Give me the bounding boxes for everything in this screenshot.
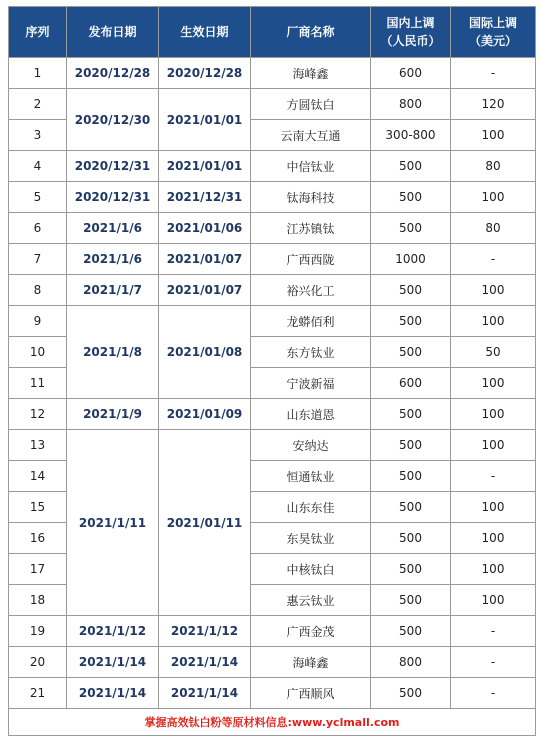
table-row	[9, 244, 536, 275]
cell-manufacturer: 龙蟒佰利	[251, 306, 371, 337]
cell-domestic-increase: 500	[371, 678, 451, 709]
table-body	[9, 58, 536, 709]
cell-seq: 9	[9, 306, 67, 337]
cell-seq: 19	[9, 616, 67, 647]
table-row	[9, 430, 536, 461]
cell-seq: 17	[9, 554, 67, 585]
table-row	[9, 306, 536, 337]
cell-domestic-increase: 800	[371, 647, 451, 678]
cell-manufacturer: 东昊钛业	[251, 523, 371, 554]
header-domestic-line1: 国内上调	[386, 16, 435, 30]
cell-publish-date: 2021/1/14	[67, 678, 159, 709]
cell-domestic-increase: 500	[371, 430, 451, 461]
cell-seq: 15	[9, 492, 67, 523]
cell-seq: 12	[9, 399, 67, 430]
cell-international-increase: -	[451, 58, 536, 89]
cell-manufacturer: 广西金茂	[251, 616, 371, 647]
cell-publish-date: 2020/12/31	[67, 151, 159, 182]
cell-seq: 3	[9, 120, 67, 151]
cell-seq: 10	[9, 337, 67, 368]
cell-effective-date: 2021/01/09	[159, 399, 251, 430]
cell-effective-date: 2020/12/28	[159, 58, 251, 89]
cell-effective-date: 2021/01/11	[159, 430, 251, 616]
cell-manufacturer: 方圆钛白	[251, 89, 371, 120]
table-footer	[9, 709, 536, 736]
cell-publish-date: 2021/1/14	[67, 647, 159, 678]
cell-international-increase: 100	[451, 275, 536, 306]
cell-international-increase: -	[451, 616, 536, 647]
cell-domestic-increase: 600	[371, 58, 451, 89]
header-intl-line2: （美元）	[468, 34, 517, 48]
cell-domestic-increase: 800	[371, 89, 451, 120]
cell-international-increase: -	[451, 678, 536, 709]
cell-international-increase: 120	[451, 89, 536, 120]
cell-international-increase: 100	[451, 430, 536, 461]
header-row	[9, 7, 536, 58]
cell-seq: 18	[9, 585, 67, 616]
cell-publish-date: 2021/1/9	[67, 399, 159, 430]
cell-domestic-increase: 600	[371, 368, 451, 399]
cell-seq: 2	[9, 89, 67, 120]
cell-manufacturer: 恒通钛业	[251, 461, 371, 492]
cell-manufacturer: 中核钛白	[251, 554, 371, 585]
cell-seq: 5	[9, 182, 67, 213]
header-international-increase	[451, 7, 536, 58]
header-manufacturer: 厂商名称	[251, 7, 371, 58]
cell-effective-date: 2021/01/07	[159, 244, 251, 275]
cell-international-increase: -	[451, 244, 536, 275]
cell-manufacturer: 东方钛业	[251, 337, 371, 368]
cell-seq: 1	[9, 58, 67, 89]
cell-international-increase: 100	[451, 585, 536, 616]
header-domestic-line2: （人民币）	[380, 34, 441, 48]
cell-manufacturer: 广西顺风	[251, 678, 371, 709]
cell-international-increase: 100	[451, 368, 536, 399]
cell-domestic-increase: 1000	[371, 244, 451, 275]
header-effective-date: 生效日期	[159, 7, 251, 58]
cell-domestic-increase: 500	[371, 585, 451, 616]
header-domestic-increase	[371, 7, 451, 58]
cell-effective-date: 2021/01/01	[159, 89, 251, 151]
cell-manufacturer: 江苏镇钛	[251, 213, 371, 244]
cell-manufacturer: 裕兴化工	[251, 275, 371, 306]
cell-manufacturer: 海峰鑫	[251, 58, 371, 89]
cell-international-increase: 100	[451, 492, 536, 523]
cell-international-increase: 80	[451, 151, 536, 182]
cell-manufacturer: 钛海科技	[251, 182, 371, 213]
header-seq: 序列	[9, 7, 67, 58]
table-header	[9, 7, 536, 58]
cell-international-increase: 100	[451, 399, 536, 430]
cell-publish-date: 2021/1/11	[67, 430, 159, 616]
cell-international-increase: 80	[451, 213, 536, 244]
cell-domestic-increase: 500	[371, 151, 451, 182]
table-row	[9, 647, 536, 678]
table-row	[9, 151, 536, 182]
cell-domestic-increase: 500	[371, 337, 451, 368]
cell-domestic-increase: 500	[371, 182, 451, 213]
cell-manufacturer: 中信钛业	[251, 151, 371, 182]
cell-publish-date: 2020/12/28	[67, 58, 159, 89]
cell-seq: 20	[9, 647, 67, 678]
cell-publish-date: 2021/1/6	[67, 244, 159, 275]
cell-seq: 16	[9, 523, 67, 554]
cell-domestic-increase: 500	[371, 275, 451, 306]
cell-seq: 14	[9, 461, 67, 492]
cell-effective-date: 2021/01/08	[159, 306, 251, 399]
price-adjustment-table-container	[8, 6, 535, 736]
table-row	[9, 399, 536, 430]
cell-publish-date: 2020/12/30	[67, 89, 159, 151]
cell-publish-date: 2021/1/12	[67, 616, 159, 647]
cell-manufacturer: 广西西陇	[251, 244, 371, 275]
cell-international-increase: -	[451, 647, 536, 678]
footer-note: 掌握高效钛白粉等原材料信息:www.yclmall.com	[9, 709, 536, 736]
cell-publish-date: 2021/1/6	[67, 213, 159, 244]
table-row	[9, 182, 536, 213]
cell-manufacturer: 云南大互通	[251, 120, 371, 151]
cell-manufacturer: 山东道恩	[251, 399, 371, 430]
table-row	[9, 616, 536, 647]
cell-manufacturer: 海峰鑫	[251, 647, 371, 678]
cell-international-increase: 100	[451, 554, 536, 585]
cell-seq: 7	[9, 244, 67, 275]
table-row	[9, 89, 536, 120]
cell-domestic-increase: 500	[371, 554, 451, 585]
cell-publish-date: 2021/1/7	[67, 275, 159, 306]
cell-domestic-increase: 500	[371, 461, 451, 492]
cell-publish-date: 2020/12/31	[67, 182, 159, 213]
cell-domestic-increase: 500	[371, 616, 451, 647]
cell-international-increase: 100	[451, 306, 536, 337]
price-adjustment-table	[8, 6, 536, 736]
table-row	[9, 275, 536, 306]
cell-effective-date: 2021/01/01	[159, 151, 251, 182]
footer-row	[9, 709, 536, 736]
cell-domestic-increase: 500	[371, 306, 451, 337]
cell-seq: 21	[9, 678, 67, 709]
cell-international-increase: 50	[451, 337, 536, 368]
header-publish-date: 发布日期	[67, 7, 159, 58]
cell-effective-date: 2021/01/07	[159, 275, 251, 306]
cell-seq: 13	[9, 430, 67, 461]
cell-seq: 11	[9, 368, 67, 399]
cell-domestic-increase: 500	[371, 399, 451, 430]
table-row	[9, 678, 536, 709]
cell-manufacturer: 惠云钛业	[251, 585, 371, 616]
cell-international-increase: 100	[451, 523, 536, 554]
cell-domestic-increase: 500	[371, 213, 451, 244]
cell-seq: 8	[9, 275, 67, 306]
cell-effective-date: 2021/1/14	[159, 647, 251, 678]
table-row	[9, 58, 536, 89]
table-row	[9, 213, 536, 244]
cell-effective-date: 2021/1/14	[159, 678, 251, 709]
cell-manufacturer: 宁波新福	[251, 368, 371, 399]
cell-seq: 4	[9, 151, 67, 182]
cell-domestic-increase: 500	[371, 492, 451, 523]
cell-international-increase: -	[451, 461, 536, 492]
cell-manufacturer: 安纳达	[251, 430, 371, 461]
cell-international-increase: 100	[451, 120, 536, 151]
cell-publish-date: 2021/1/8	[67, 306, 159, 399]
cell-effective-date: 2021/12/31	[159, 182, 251, 213]
header-intl-line1: 国际上调	[468, 16, 517, 30]
cell-seq: 6	[9, 213, 67, 244]
cell-effective-date: 2021/1/12	[159, 616, 251, 647]
cell-manufacturer: 山东东佳	[251, 492, 371, 523]
cell-effective-date: 2021/01/06	[159, 213, 251, 244]
cell-domestic-increase: 500	[371, 523, 451, 554]
cell-international-increase: 100	[451, 182, 536, 213]
cell-domestic-increase: 300-800	[371, 120, 451, 151]
